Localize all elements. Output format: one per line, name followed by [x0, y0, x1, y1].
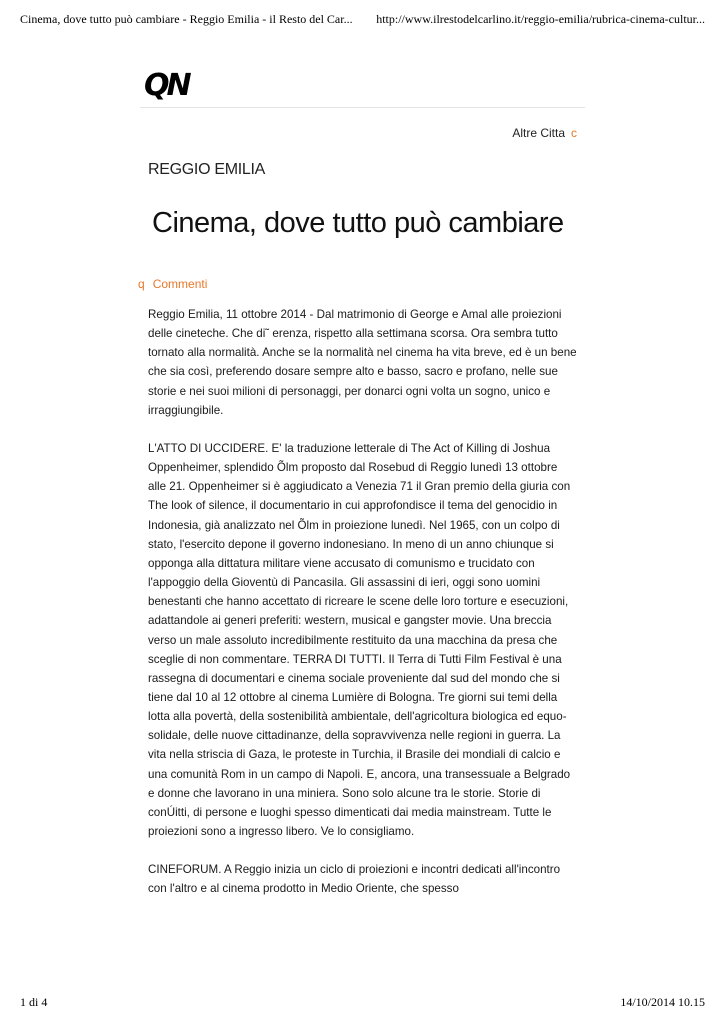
print-header-title: Cinema, dove tutto può cambiare - Reggio Emilia - il Resto del Car...	[20, 12, 353, 26]
header-divider	[140, 107, 585, 108]
page-number: 1 di 4	[20, 995, 48, 1009]
qn-logo[interactable]: QN	[144, 68, 189, 103]
comments-label: Commenti	[152, 277, 208, 291]
article-paragraph: L'ATTO DI UCCIDERE. E' la traduzione letterale di The Act of Killing di Joshua Oppenheimer, splendido Õlm proposto dal Rosebud di Reggio lunedì 13 ottobre alle 21. Oppenheimer si è aggiudicato a Venezia 71 il Gran premio della giuria con The look of silence, il documentario in cui approfondisce il tema del genocidio in Indonesia, già analizzato nel Õlm in proiezione lunedì. Nel 1965, con un colpo di stato, l'esercito depone il governo indonesiano. In meno di un anno chiunque si opponga alla dittatura militare viene accusato di comunismo e trucidato con l'appoggio della Gioventù di Pancasila. Gli assassini di ieri, oggi sono uomini benestanti che hanno accettato di ricreare le scene delle loro torture e esecuzioni, adattandole ai generi preferiti: western, musical e gangster movie. Una breccia verso un male assoluto incredibilmente restituito da una macchina da presa che sceglie di non commentare. TERRA DI TUTTI. Il Terra di Tutti Film Festival è una rassegna di documentari e cinema sociale proveniente dal sud del mondo che si tiene dal 10 al 12 ottobre al cinema Lumière di Bologna. Tre giorni sui temi della lotta alla povertà, della sostenibilità ambientale, dell'agricoltura biologica ed equo-solidale, delle nuove cittadinanze, della sopravvivenza nelle regioni in guerra. La vita nella striscia di Gaza, le proteste in Turchia, il Brasile dei mondiali di calcio e una comunità Rom in un campo di Napoli. E, ancora, una transessuale a Belgrado e donne che lavorano in una miniera. Sono solo alcune tra le storie. Storie di conÚitti, di persone e luoghi spesso dimenticati dai media mainstream. Tutte le proiezioni sono a ingresso libero. Ve lo consigliamo.	[148, 441, 571, 839]
altre-citta-menu[interactable]	[512, 126, 577, 140]
chevron-down-icon: c	[571, 126, 577, 140]
print-datetime: 14/10/2014 10.15	[620, 995, 705, 1009]
section-title[interactable]: REGGIO EMILIA	[148, 161, 266, 178]
article-paragraph: CINEFORUM. A Reggio inizia un ciclo di proiezioni e incontri dedicati all'incontro con l'altro e al cinema prodotto in Medio Oriente, che spesso	[148, 863, 561, 896]
print-header	[20, 12, 705, 27]
article-paragraph: Reggio Emilia, 11 ottobre 2014 - Dal matrimonio di George e Amal alle proiezioni delle cineteche. Che di˜ erenza, rispetto alla settimana scorsa. Ora sembra tutto tornato alla normalità. Anche se la normalità nel cinema ha vita breve, ed è un bene che sia così, preferendo dosare sempre alto e basso, sacro e profano, nelle sue storie e nei suoi milioni di personaggi, per donarci ogni volta un sogno, unico e irraggiungibile.	[148, 308, 577, 417]
comment-icon: q	[138, 277, 145, 291]
print-footer	[20, 995, 705, 1010]
altre-citta-label: Altre Citta	[512, 126, 565, 140]
article-title: Cinema, dove tutto può cambiare	[152, 207, 564, 239]
article-body	[148, 305, 578, 918]
comments-link[interactable]	[138, 277, 207, 291]
print-header-url: http://www.ilrestodelcarlino.it/reggio-emilia/rubrica-cinema-cultur...	[376, 12, 705, 26]
